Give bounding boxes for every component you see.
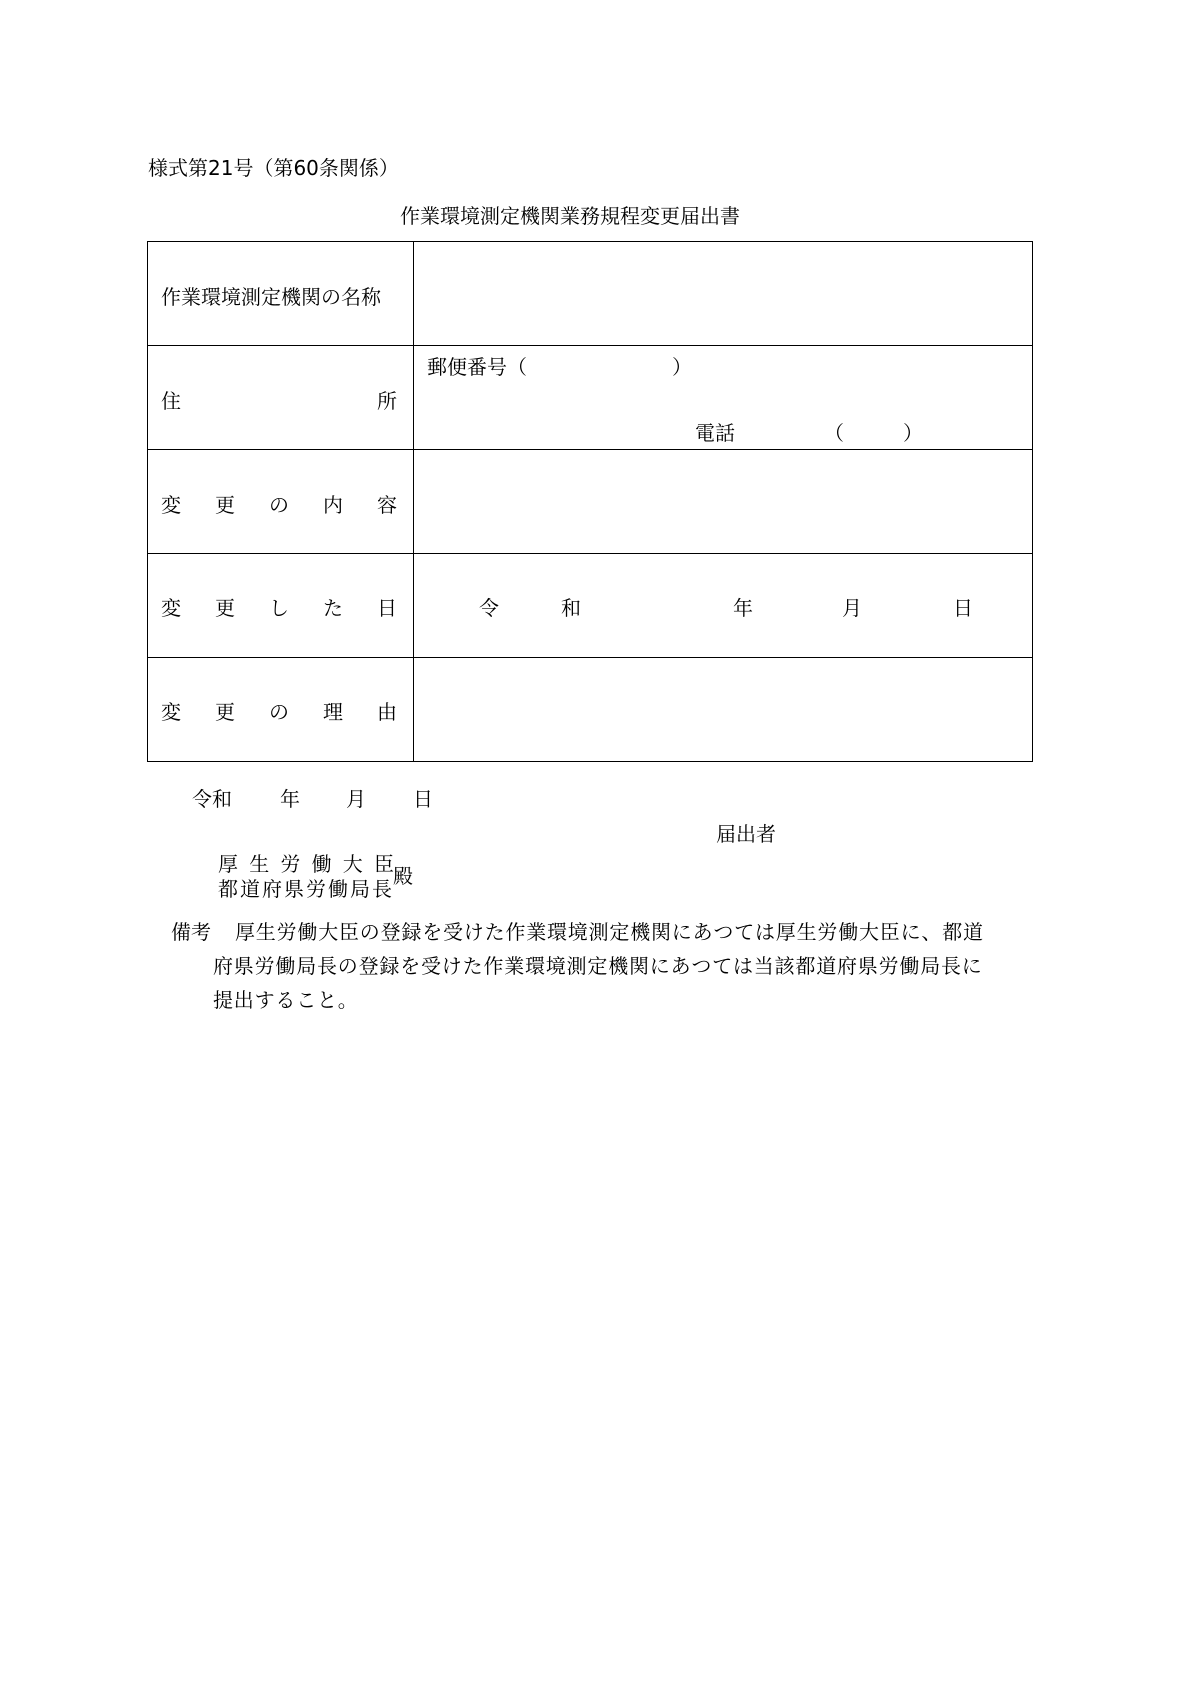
recipient-char: 大 — [342, 852, 363, 876]
applicant-label: 届出者 — [716, 822, 776, 846]
name-label: 作業環境測定機関の名称 — [161, 285, 381, 309]
submit-year-label: 年 — [280, 787, 300, 811]
reason-label-char: 変 — [161, 700, 181, 724]
form-number: 様式第21号（第60条関係） — [148, 156, 399, 180]
recipient-char: 厚 — [218, 852, 238, 876]
reason-field[interactable] — [415, 660, 1030, 760]
date-label-char: 変 — [161, 596, 181, 620]
remarks-line: 府県労働局長の登録を受けた作業環境測定機関にあつては当該都道府県労働局長に — [213, 954, 983, 978]
column-divider — [413, 242, 414, 761]
form-table — [147, 241, 1033, 762]
recipient-char: 臣 — [373, 852, 394, 876]
date-era-char: 和 — [561, 596, 581, 620]
remarks-label: 備考 — [171, 920, 211, 944]
content-label — [161, 489, 397, 518]
phone-field[interactable] — [748, 414, 818, 442]
date-label-char: 日 — [377, 596, 397, 620]
recipient-bureau-chief: 都道府県労働局長 — [218, 877, 394, 901]
applicant-field[interactable] — [790, 815, 1020, 845]
reason-label-char: 理 — [323, 700, 343, 724]
row-divider — [148, 345, 1032, 346]
address-field[interactable] — [427, 382, 1017, 406]
date-month-label: 月 — [842, 596, 862, 620]
name-field[interactable] — [415, 244, 1030, 344]
address-label-char: 所 — [377, 389, 397, 413]
date-label — [161, 592, 397, 621]
content-label-char: の — [269, 493, 289, 517]
phone-open: （ — [824, 421, 844, 445]
recipient-char: 働 — [311, 852, 332, 876]
address-label-char: 住 — [161, 389, 181, 413]
submit-day-label: 日 — [413, 787, 433, 811]
reason-label-char: 由 — [377, 700, 397, 724]
reason-label-char: の — [269, 700, 289, 724]
postal-code-label: 郵便番号（ — [427, 355, 527, 379]
phone-area-field[interactable] — [848, 414, 903, 442]
remarks-line: 厚生労働大臣の登録を受けた作業環境測定機関にあつては厚生労働大臣に、都道 — [235, 920, 984, 944]
submit-month-label: 月 — [346, 787, 366, 811]
phone-close: ） — [903, 421, 923, 445]
page-title: 作業環境測定機関業務規程変更届出書 — [400, 204, 740, 228]
content-label-char: 容 — [377, 493, 397, 517]
recipient-char: 労 — [280, 852, 301, 876]
date-day-label: 日 — [953, 596, 973, 620]
remarks-line: 提出すること。 — [213, 988, 359, 1012]
content-label-char: 更 — [215, 493, 235, 517]
content-field[interactable] — [415, 452, 1030, 552]
changed-year-field[interactable] — [618, 587, 693, 617]
reason-label-char: 更 — [215, 700, 235, 724]
content-label-char: 変 — [161, 493, 181, 517]
recipient-honorific: 殿 — [393, 864, 413, 888]
row-divider — [148, 553, 1032, 554]
date-year-label: 年 — [733, 596, 753, 620]
address-label — [161, 385, 397, 414]
postal-code-field[interactable] — [525, 349, 675, 377]
row-divider — [148, 657, 1032, 658]
date-era-char: 令 — [479, 596, 499, 620]
changed-month-field[interactable] — [768, 587, 828, 617]
row-divider — [148, 449, 1032, 450]
date-label-char: た — [323, 596, 343, 620]
content-label-char: 内 — [323, 493, 343, 517]
changed-day-field[interactable] — [878, 587, 938, 617]
submit-era: 令和 — [192, 787, 232, 811]
recipient-char: 生 — [249, 852, 270, 876]
date-label-char: 更 — [215, 596, 235, 620]
date-label-char: し — [269, 596, 289, 620]
postal-code-close: ） — [672, 355, 692, 379]
reason-label — [161, 696, 397, 725]
phone-label: 電話 — [695, 421, 735, 445]
